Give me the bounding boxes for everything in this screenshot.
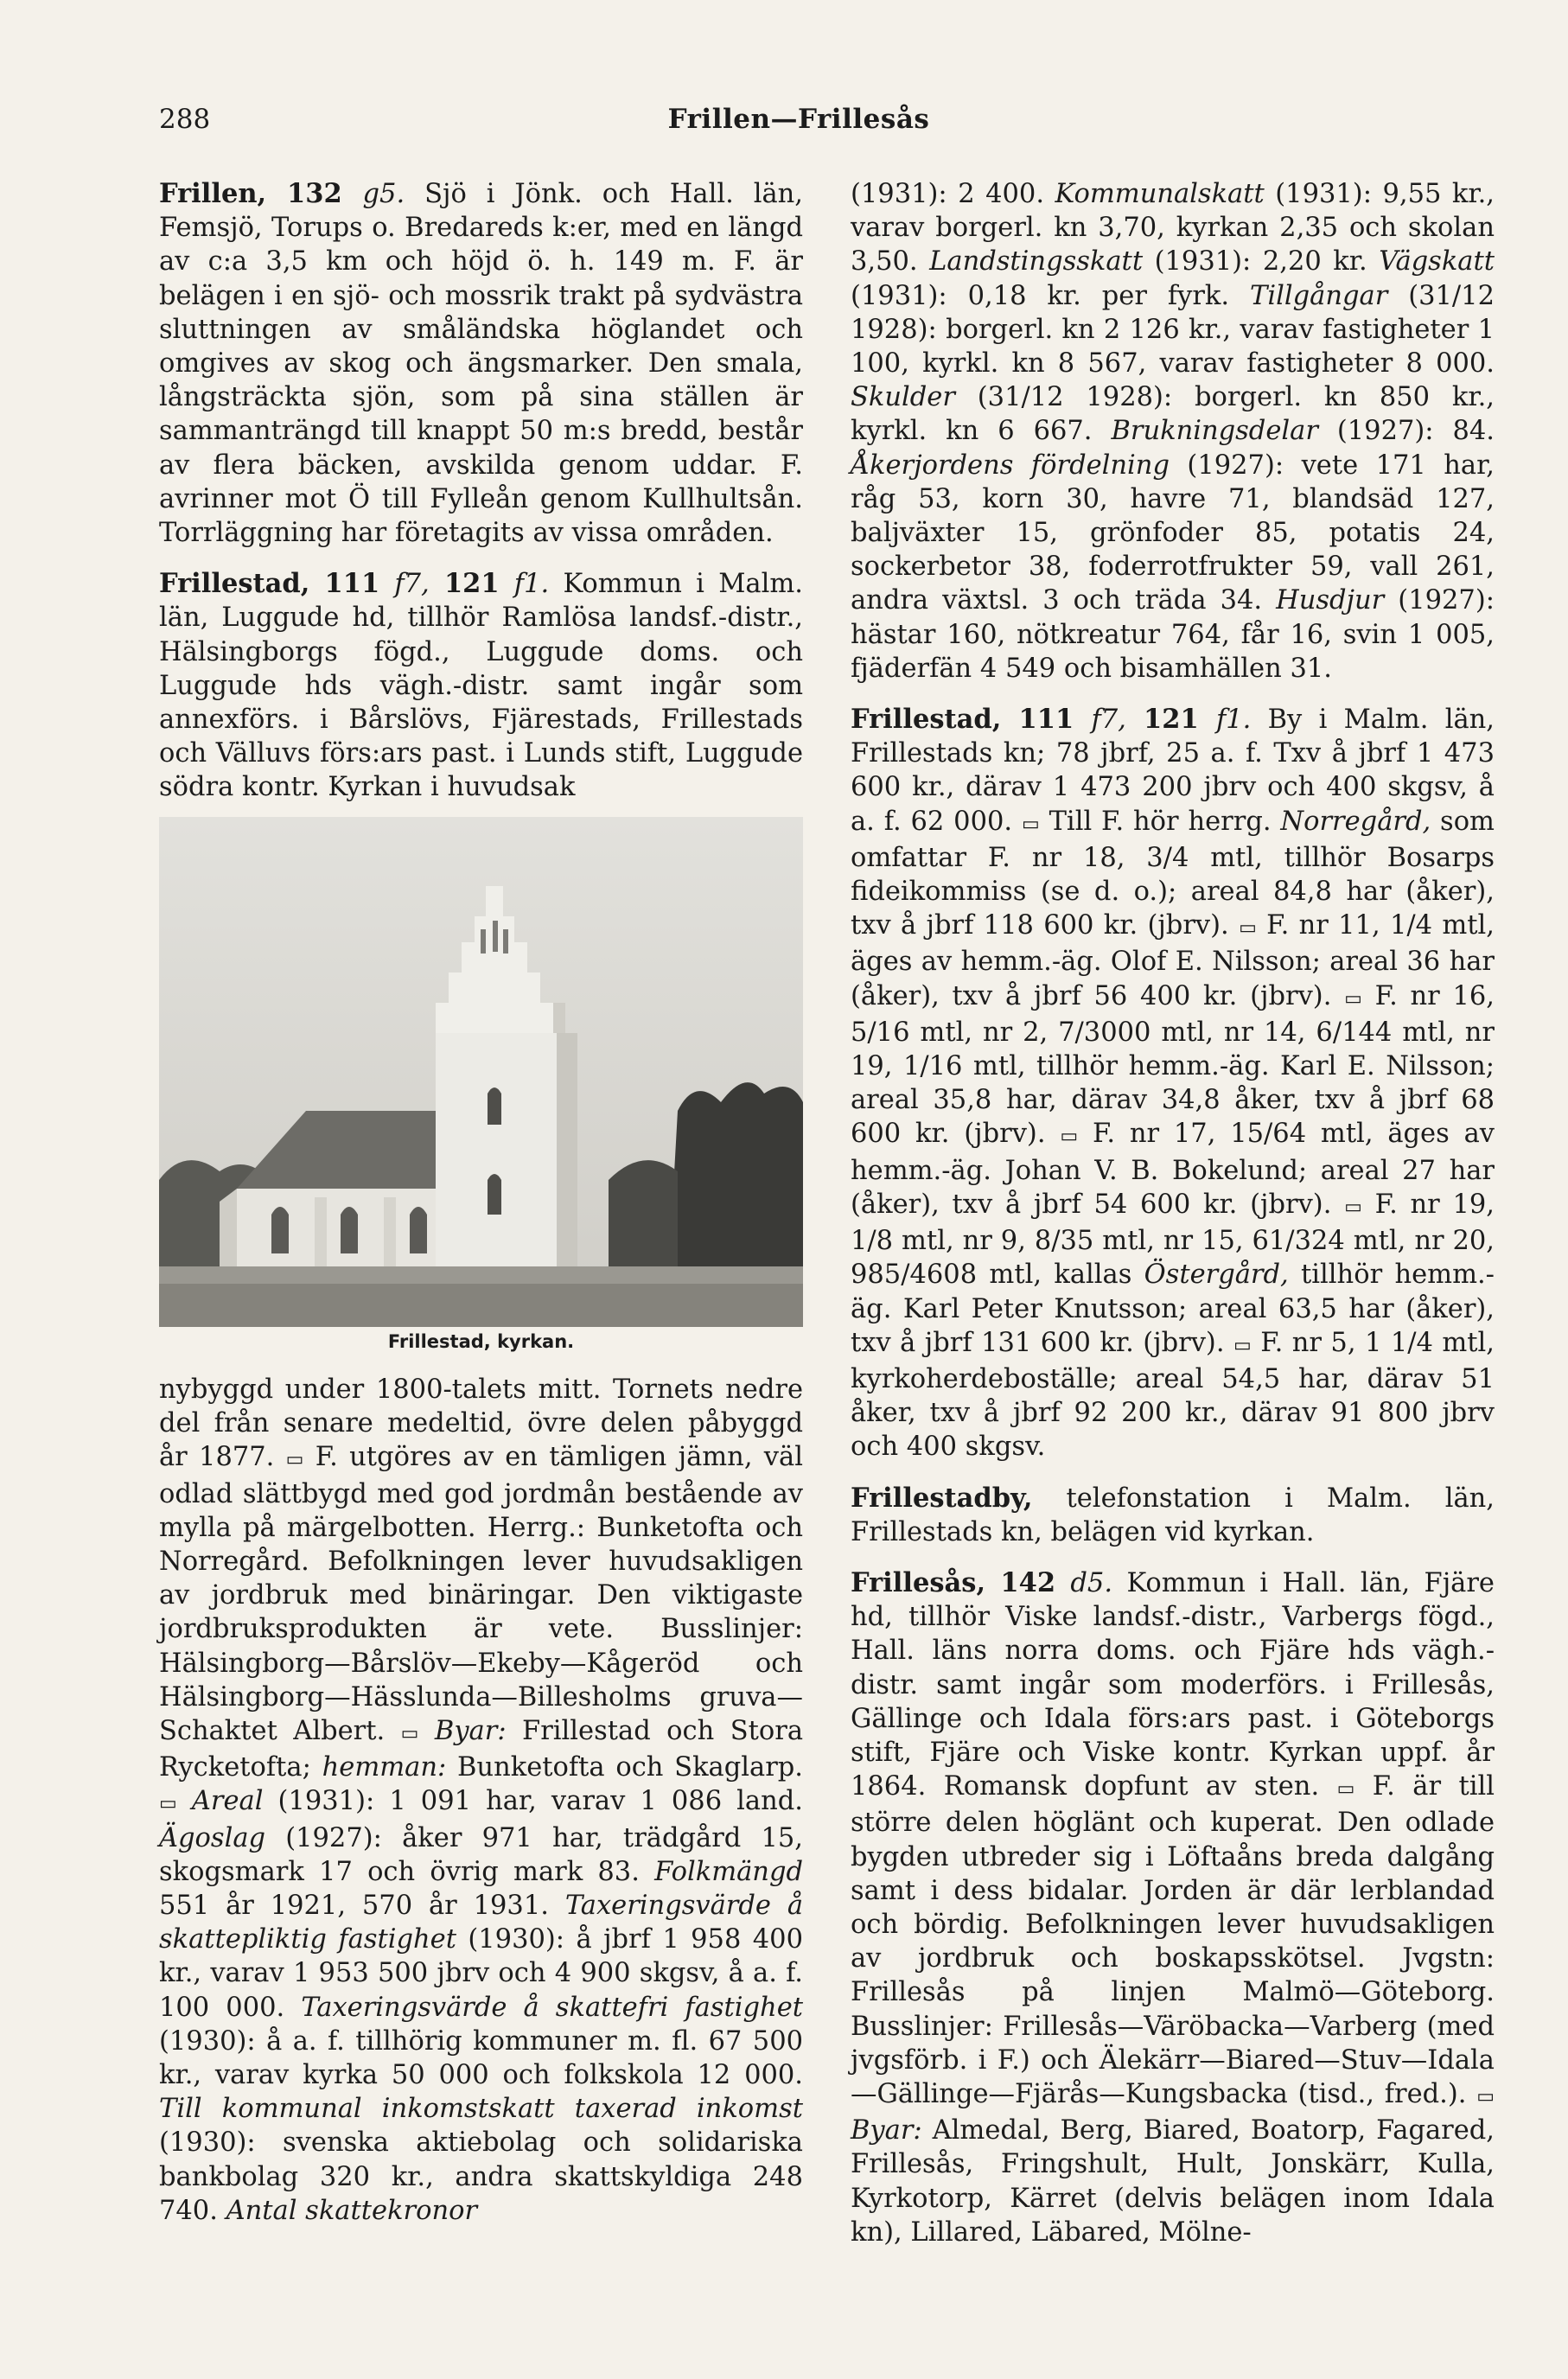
section-symbol: ▭ [285,1449,304,1471]
church-figure [159,817,803,1370]
entry-frillestadby: Frillestadby, telefonstation i Malm. län, Frillestads kn, belägen vid kyrkan. [851,1482,1495,1547]
entry-head: Frillen, 132 g5. [159,178,405,209]
entry-frillen: Frillen, 132 g5. Sjö i Jönk. och Hall. län, Femsjö, Torups o. Bredareds k:er, med en längd av c:a 3,5 km och höjd ö. h. 149 m. F. är belägen i en sjö- och mossrik trakt på sydvästra sluttningen av småländska höglandet och omgives av skog och ängsmarker. Den smala, långsträckta sjön, som på sina ställen är sammanträngd till knappt 50 m:s bredd, består av flera bäcken, avskilda genom uddar. F. avrinner mot Ö till Fylleån genom Kullhultsån. Torrläggning har företagits av vissa områden. [159,178,803,549]
entry-frillestad-kommun: Frillestad, 111 f7, 121 f1. Kommun i Malm. län, Luggude hd, tillhör Ramlösa landsf.-distr., Hälsingborgs fögd., Luggude doms. och Luggude hds vägh.-distr. samt ingår som annexförs. i Bårslövs, Fjärestads, Frillestads och Välluvs förs:ars past. i Lunds stift, Luggude södra kontr. Kyrkan i huvudsak [159,568,803,803]
entry-head: Frillestadby, [851,1482,1033,1514]
section-symbol: ▭ [1344,1196,1362,1218]
left-column-bottom [159,1373,803,2228]
right-column [851,177,1495,2249]
section-symbol: ▭ [1060,1126,1079,1148]
running-head: Frillen—Frillesås [667,104,930,135]
section-symbol: ▭ [400,1723,419,1745]
entry-head: Frillestad, 111 f7, 121 f1. [851,704,1252,736]
entry-frillestad-by: Frillestad, 111 f7, 121 f1. By i Malm. län, Frillestads kn; 78 jbrf, 25 a. f. Txv å jbrf 1 473 600 kr., därav 1 473 200 jbrv och 400 skgsv, å a. f. 62 000. ▭ Till F. hör herrg. Norregård, som omfattar F. nr 18, 3/4 mtl, tillhör Bosarps fideikommiss (se d. o.); areal 84,8 har (åker), txv å jbrf 118 600 kr. (jbrv). ▭ F. nr 11, 1/4 mtl, äges av hemm.-äg. Olof E. Nilsson; areal 36 har (åker), txv å jbrf 56 400 kr. (jbrv). ▭ F. nr 16, 5/16 mtl, nr 2, 7/3000 mtl, nr 14, 6/144 mtl, nr 19, 1/16 mtl, tillhör hemm.-äg. Karl E. Nilsson; areal 35,8 har, därav 34,8 åker, txv å jbrf 68 600 kr. (jbrv). ▭ F. nr 17, 15/64 mtl, äges av hemm.-äg. Johan V. B. Bokelund; areal 27 har (åker), txv å jbrf 54 600 kr. (jbrv). ▭ F. nr 19, 1/8 mtl, nr 9, 8/35 mtl, nr 15, 61/324 mtl, nr 20, 985/4608 mtl, kallas Östergård, tillhör hemm.-äg. Karl Peter Knutsson; areal 63,5 har (åker), txv å jbrf 131 600 kr. (jbrv). ▭ F. nr 5, 1 1/4 mtl, kyrkoherdeboställe; areal 54,5 har, därav 51 åker, txv å jbrf 92 200 kr., därav 91 800 jbrv och 400 skgsv. [851,704,1495,1463]
section-symbol: ▭ [1021,813,1040,835]
church-photo [159,817,803,1327]
section-symbol: ▭ [1476,2085,1495,2108]
figure-caption: Frillestad, kyrkan. [387,1331,575,1352]
entry-head: Frillestad, 111 f7, 121 f1. [159,568,550,600]
section-symbol: ▭ [1233,1334,1252,1356]
section-symbol: ▭ [1344,987,1362,1010]
entry-frillestad-statistics: (1931): 2 400. Kommunalskatt (1931): 9,55 kr., varav borgerl. kn 3,70, kyrkan 2,35 och skolan 3,50. Landstingsskatt (1931): 2,20 kr. Vägskatt (1931): 0,18 kr. per fyrk. Tillgångar (31/12 1928): borgerl. kn 2 126 kr., varav fastigheter 1 100, kyrkl. kn 8 567, varav fastigheter 8 000. Skulder (31/12 1928): borgerl. kn 850 kr., kyrkl. kn 6 667. Brukningsdelar (1927): 84. Åkerjordens fördelning (1927): vete 171 har, råg 53, korn 30, havre 71, blandsäd 127, baljväxter 15, grönfoder 85, potatis 24, sockerbetor 38, foderrotfrukter 59, vall 261, andra växtsl. 3 och träda 34. Husdjur (1927): hästar 160, nötkreatur 764, får 16, svin 1 005, fjäderfän 4 549 och bisamhällen 31. [851,179,1495,684]
page-number: 288 [159,104,211,135]
left-column-top [159,177,803,805]
entry-frillesas: Frillesås, 142 d5. Kommun i Hall. län, Fjäre hd, tillhör Viske landsf.-distr., Varbergs fögd., Hall. läns norra doms. och Fjäre hds vägh.-distr. samt ingår som moderförs. i Frillesås, Gällinge och Idala förs:ars past. i Göteborgs stift, Fjäre och Viske kontr. Kyrkan uppf. år 1864. Romansk dopfunt av sten. ▭ F. är till större delen höglänt och kuperat. Den odlade bygden utbreder sig i Löftaåns breda dalgång samt i dess bidalar. Jorden är där lerblandad och bördig. Befolkningen lever huvudsakligen av jordbruk och boskapsskötsel. Jvgstn: Frillesås på linjen Malmö—Göteborg. Busslinjer: Frillesås—Väröbacka—Varberg (med jvgsförb. i F.) och Älekärr—Biared—Stuv—Idala—Gällinge—Fjärås—Kungsbacka (tisd., fred.). ▭ Byar: Almedal, Berg, Biared, Boatorp, Fagared, Frillesås, Fringshult, Hult, Jonskärr, Kulla, Kyrkotorp, Kärret (delvis belägen inom Idala kn), Lillared, Läbared, Mölne- [851,1566,1495,2248]
page-header [159,104,1438,147]
section-symbol: ▭ [159,1793,177,1815]
section-symbol: ▭ [1336,1778,1355,1801]
section-symbol: ▭ [1239,917,1257,940]
entry-frillestad-continued: nybyggd under 1800-talets mitt. Tornets nedre del från senare medeltid, övre delen påbyggd år 1877. ▭ F. utgöres av en tämligen jämn, väl odlad slättbygd med god jordmån bestående av mylla på märgelbotten. Herrg.: Bunketofta och Norregård. Befolkningen lever huvudsakligen av jordbruk med binäringar. Den viktigaste jordbruksprodukten är vete. Busslinjer: Hälsingborg—Bårslöv—Ekeby—Kågeröd och Hälsingborg—Hässlunda—Billesholms gruva—Schaktet Albert. ▭ Byar: Frillestad och Stora Rycketofta; hemman: Bunketofta och Skaglarp. ▭ Areal (1931): 1 091 har, varav 1 086 land. Ägoslag (1927): åker 971 har, trädgård 15, skogsmark 17 och övrig mark 83. Folkmängd 551 år 1921, 570 år 1931. Taxeringsvärde å skattepliktig fastighet (1930): å jbrf 1 958 400 kr., varav 1 953 500 jbrv och 4 900 skgsv, å a. f. 100 000. Taxeringsvärde å skattefri fastighet (1930): å a. f. tillhörig kommuner m. fl. 67 500 kr., varav kyrka 50 000 och folkskola 12 000. Till kommunal inkomstskatt taxerad inkomst (1930): svenska aktiebolag och solidariska bankbolag 320 kr., andra skattskyldiga 248 740. Antal skattekronor [159,1374,804,2226]
entry-head: Frillesås, 142 d5. [851,1566,1113,1598]
